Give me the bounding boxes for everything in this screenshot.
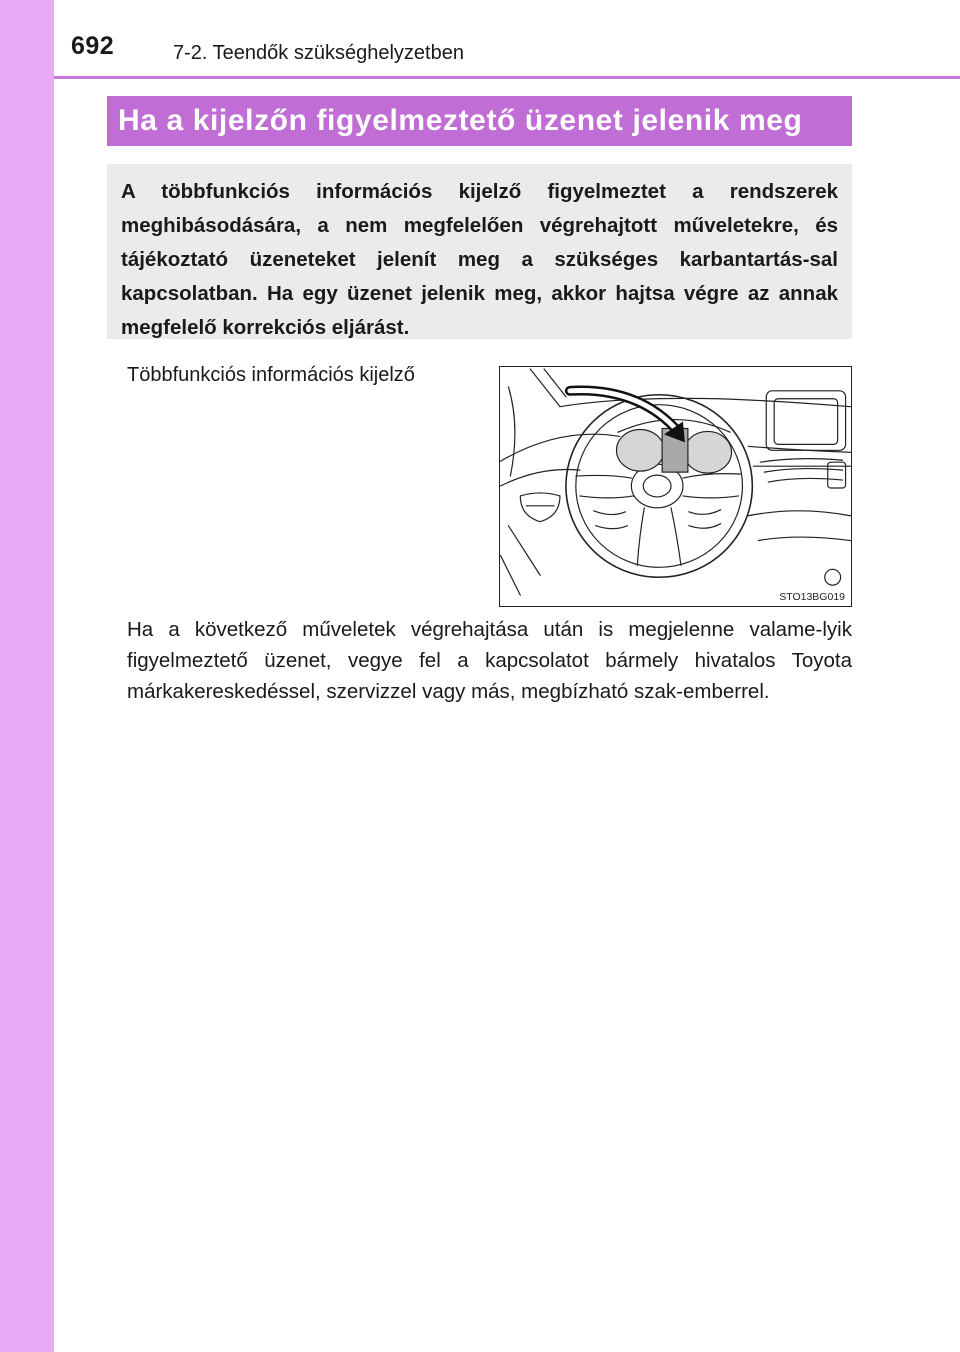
dashboard-illustration bbox=[499, 366, 852, 607]
intro-box bbox=[107, 164, 852, 339]
figure-code: STO13BG019 bbox=[779, 591, 845, 603]
intro-text: A többfunkciós információs kijelző figyelmeztet a rendszerek meghibásodására, a nem megfelelően végrehajtott műveletekre, és tájékoztató üzeneteket jelenít meg a szükséges karbantartás-sal kapcsolatban. Ha egy üzenet jelenik meg, akkor hajtsa végre az annak megfelelő korrekciós eljárást. bbox=[121, 180, 838, 339]
page-number: 692 bbox=[71, 32, 115, 60]
steering-wheel-dashboard-drawing bbox=[500, 367, 851, 606]
body-paragraph: Ha a következő műveletek végrehajtása után is megjelenne valame-lyik figyelmeztető üzenet, vegye fel a kapcsolatot bármely hivatalos Toyota márkakereskedéssel, szervizzel vagy más, megbízható szak-emberrel. bbox=[127, 618, 852, 703]
body-text bbox=[127, 614, 852, 707]
section-title: 7-2. Teendők szükséghelyzetben bbox=[173, 42, 464, 64]
page-title: Ha a kijelzőn figyelmeztető üzenet jelenik meg bbox=[118, 104, 803, 137]
chapter-side-tab bbox=[0, 0, 54, 1352]
header-divider bbox=[54, 76, 960, 79]
figure-caption: Többfunkciós információs kijelző bbox=[127, 364, 415, 386]
title-bar bbox=[107, 96, 852, 146]
